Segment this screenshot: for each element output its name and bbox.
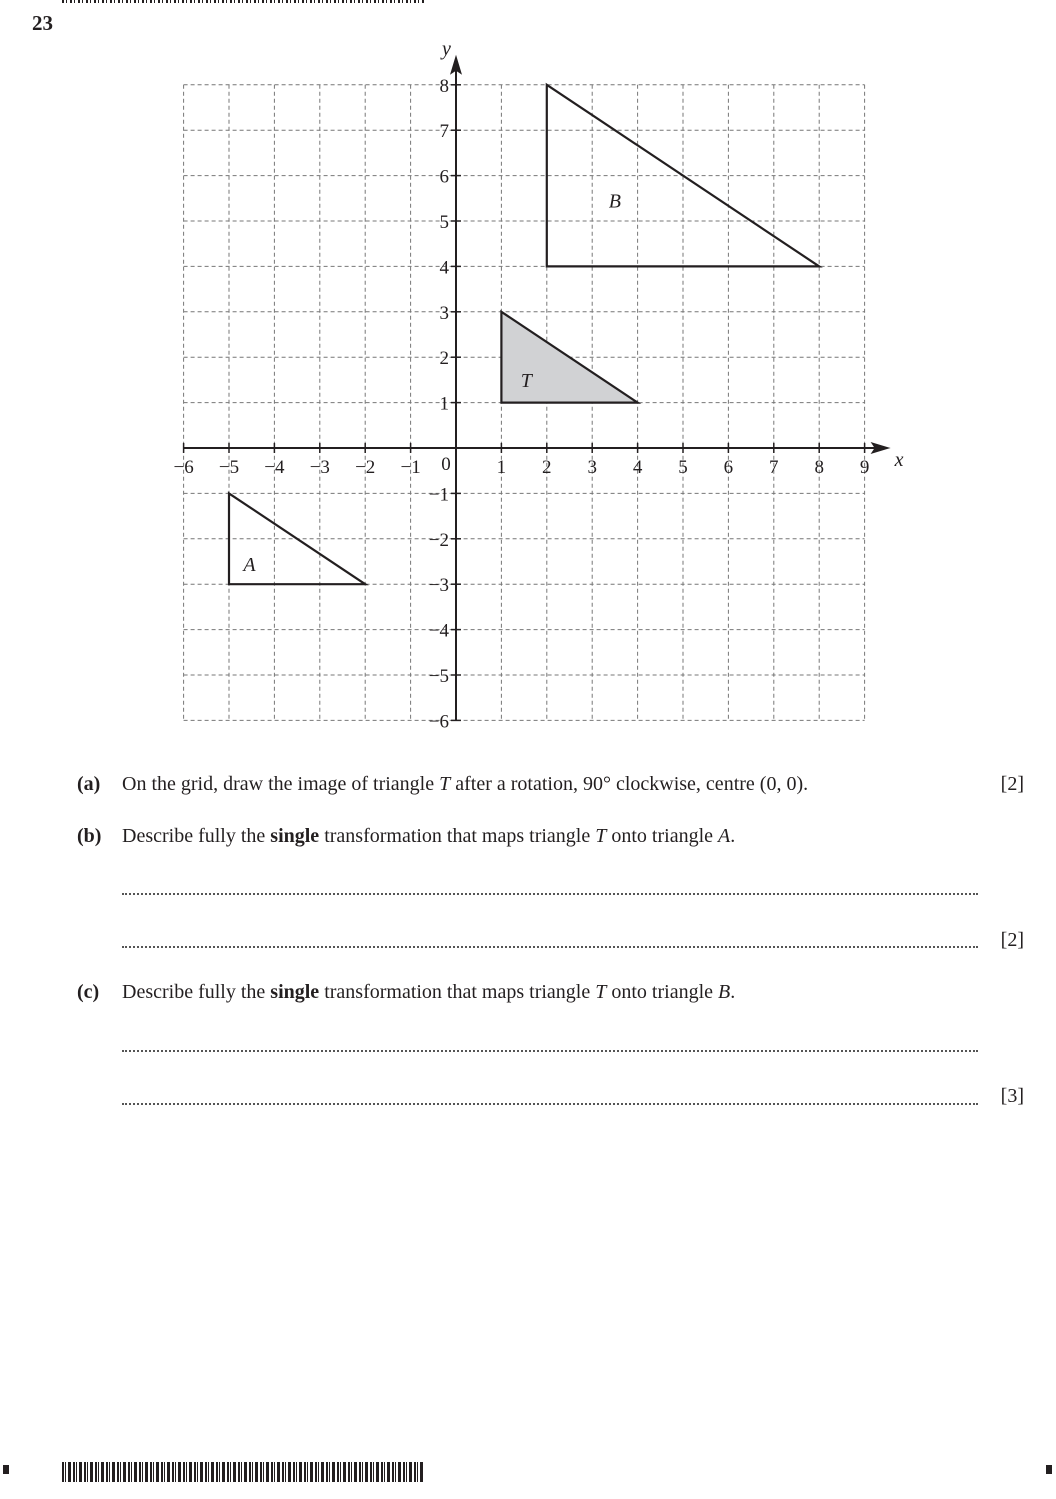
y-tick-label: −6 bbox=[428, 711, 449, 733]
triangle-label-t: T bbox=[520, 369, 532, 392]
part-c-text: Describe fully the single transformation that maps triangle T onto triangle B. bbox=[122, 981, 736, 1003]
answer-line-b1[interactable] bbox=[122, 893, 978, 895]
x-tick-label: −6 bbox=[173, 457, 194, 478]
part-b-marks: [2] bbox=[1000, 929, 1024, 951]
x-tick-label: −2 bbox=[355, 457, 376, 478]
y-tick-label: 4 bbox=[439, 257, 449, 279]
y-tick-label: 7 bbox=[439, 121, 449, 143]
y-tick-label: 2 bbox=[439, 348, 449, 370]
x-tick-label: 5 bbox=[678, 457, 688, 478]
y-tick-label: 6 bbox=[439, 166, 449, 188]
y-tick-label: 1 bbox=[439, 393, 449, 415]
coordinate-grid bbox=[0, 0, 1056, 740]
x-tick-label: 1 bbox=[496, 457, 507, 478]
answer-line-c1[interactable] bbox=[122, 1050, 978, 1052]
registration-mark-left bbox=[3, 1465, 9, 1474]
part-a-text: On the grid, draw the image of triangle T after a rotation, 90° clockwise, centre (0, 0). bbox=[122, 773, 809, 795]
x-tick-label: 8 bbox=[814, 457, 824, 478]
answer-line-c2[interactable] bbox=[122, 1103, 978, 1105]
y-tick-label: 3 bbox=[439, 302, 449, 324]
x-tick-label: 4 bbox=[632, 457, 643, 478]
y-tick-label: −2 bbox=[428, 529, 449, 551]
x-tick-label: 6 bbox=[723, 457, 734, 478]
x-tick-label: 7 bbox=[769, 457, 779, 478]
y-tick-label: 8 bbox=[439, 75, 449, 97]
y-tick-label: −4 bbox=[428, 620, 449, 642]
question-number: 23 bbox=[32, 11, 53, 35]
x-tick-label: −3 bbox=[309, 457, 330, 478]
registration-mark-right bbox=[1046, 1465, 1052, 1474]
part-a-marks: [2] bbox=[1000, 773, 1024, 795]
origin-label: 0 bbox=[441, 454, 451, 475]
x-axis-name: x bbox=[894, 449, 904, 471]
x-tick-label: 9 bbox=[859, 457, 870, 478]
part-c-label: (c) bbox=[77, 981, 100, 1003]
triangle-label-a: A bbox=[243, 553, 256, 576]
x-tick-label: 2 bbox=[542, 457, 552, 478]
bottom-barcode bbox=[62, 1462, 424, 1482]
answer-line-b2[interactable] bbox=[122, 946, 978, 948]
part-b-text: Describe fully the single transformation that maps triangle T onto triangle A. bbox=[122, 825, 736, 847]
part-c-marks: [3] bbox=[1000, 1085, 1024, 1107]
x-tick-label: −1 bbox=[400, 457, 421, 478]
x-tick-label: −4 bbox=[264, 457, 285, 478]
y-tick-label: 5 bbox=[439, 212, 449, 233]
x-tick-label: −5 bbox=[218, 457, 240, 478]
y-tick-label: −3 bbox=[428, 575, 449, 597]
y-axis-name: y bbox=[442, 37, 451, 60]
x-tick-label: 3 bbox=[587, 457, 597, 478]
y-tick-label: −1 bbox=[428, 484, 449, 506]
triangle-label-b: B bbox=[608, 190, 622, 213]
part-b-label: (b) bbox=[77, 825, 102, 847]
part-a-label: (a) bbox=[77, 773, 101, 795]
y-tick-label: −5 bbox=[428, 666, 449, 687]
